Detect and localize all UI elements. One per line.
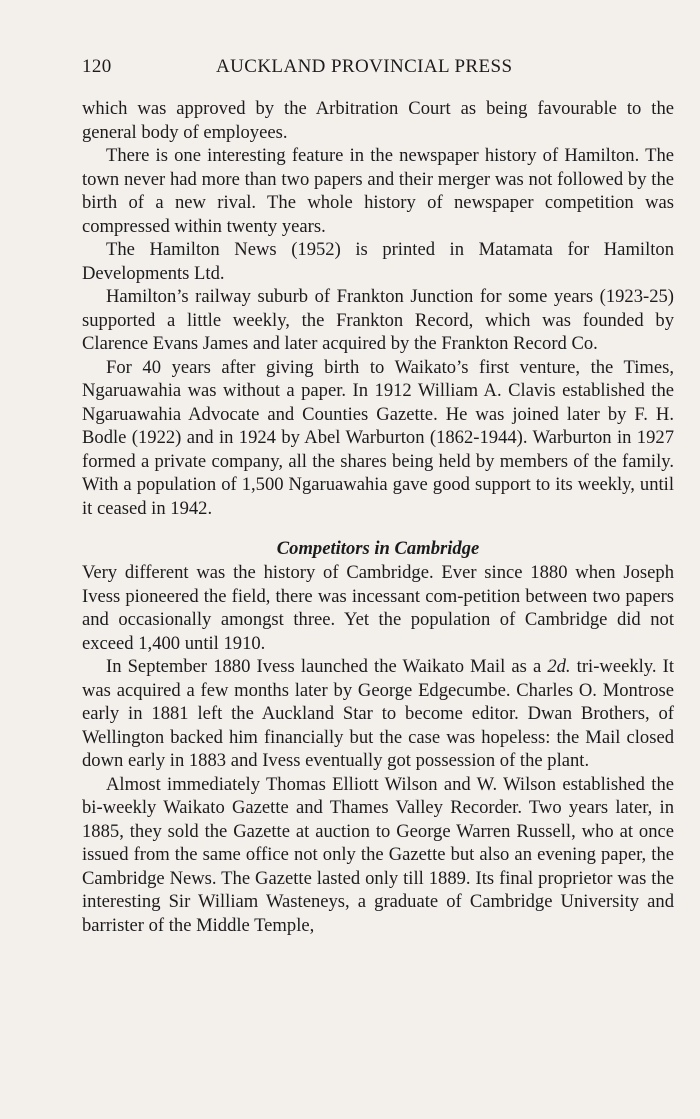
text-run: tri-weekly. It was acquired a few months later by George Edgecumbe. Charles O. Montrose early in 1881 left the Auckland Star to become editor. Dwan Brothers, of Wellington backed him financially but the case was hopeless: the Mail closed down early in 1883 and Ivess eventually got possession of the plant. [82, 656, 674, 771]
paragraph-ngaruawahia: For 40 years after giving birth to Waikato’s first venture, the Times, Ngaruawahia was without a paper. In 1912 William A. Clavis established the Ngaruawahia Advocate and Counties Gazette. He was joined later by F. H. Bodle (1922) and in 1924 by Abel Warburton (1862-1944). Warburton in 1927 formed a private company, all the shares being held by members of the family. With a population of 1,500 Ngaruawahia gave good support to its weekly, until it ceased in 1942. [82, 356, 674, 519]
paragraph-continuation: which was approved by the Arbitration Court as being favourable to the general body of employees. [82, 98, 674, 143]
section-heading: Competitors in Cambridge [276, 538, 480, 559]
paragraph-waikato-gazette: Almost immediately Thomas Elliott Wilson and W. Wilson established the bi-weekly Waikato Gazette and Thames Valley Recorder. Two years later, in 1885, they sold the Gazette at auction to George Warren Russell, who at once issued from the same office not only the Gazette but also an evening paper, the Cambridge News. The Gazette lasted only till 1889. Its final proprietor was the interesting Sir William Wasteneys, a graduate of Cambridge University and barrister of the Middle Temple, [82, 773, 674, 936]
paragraph-waikato-mail [82, 655, 674, 773]
paragraph-cambridge-intro: Very different was the history of Cambridge. Ever since 1880 when Joseph Ivess pioneered the field, there was incessant com-petition between two papers and occasionally amongst three. Yet the population of Cambridge did not exceed 1,400 until 1910. [82, 562, 674, 654]
book-page [82, 56, 674, 937]
paragraph-frankton: Hamilton’s railway suburb of Frankton Junction for some years (1923-25) supported a little weekly, the Frankton Record, which was founded by Clarence Evans James and later acquired by the Frankton Record Co. [82, 286, 674, 354]
page-number: 120 [82, 56, 112, 77]
running-head [82, 56, 674, 86]
paragraph-hamilton-news: The Hamilton News (1952) is printed in Matamata for Hamilton Developments Ltd. [82, 239, 674, 284]
text-run: In September 1880 Ivess launched the Waikato Mail as a [106, 656, 548, 677]
italic-price: 2d. [547, 656, 571, 677]
running-title: AUCKLAND PROVINCIAL PRESS [216, 56, 513, 77]
paragraph-hamilton-history: There is one interesting feature in the newspaper history of Hamilton. The town never had more than two papers and their merger was not followed by the birth of a new rival. The whole history of newspaper competition was compressed within twenty years. [82, 145, 674, 237]
body-text [82, 97, 674, 937]
